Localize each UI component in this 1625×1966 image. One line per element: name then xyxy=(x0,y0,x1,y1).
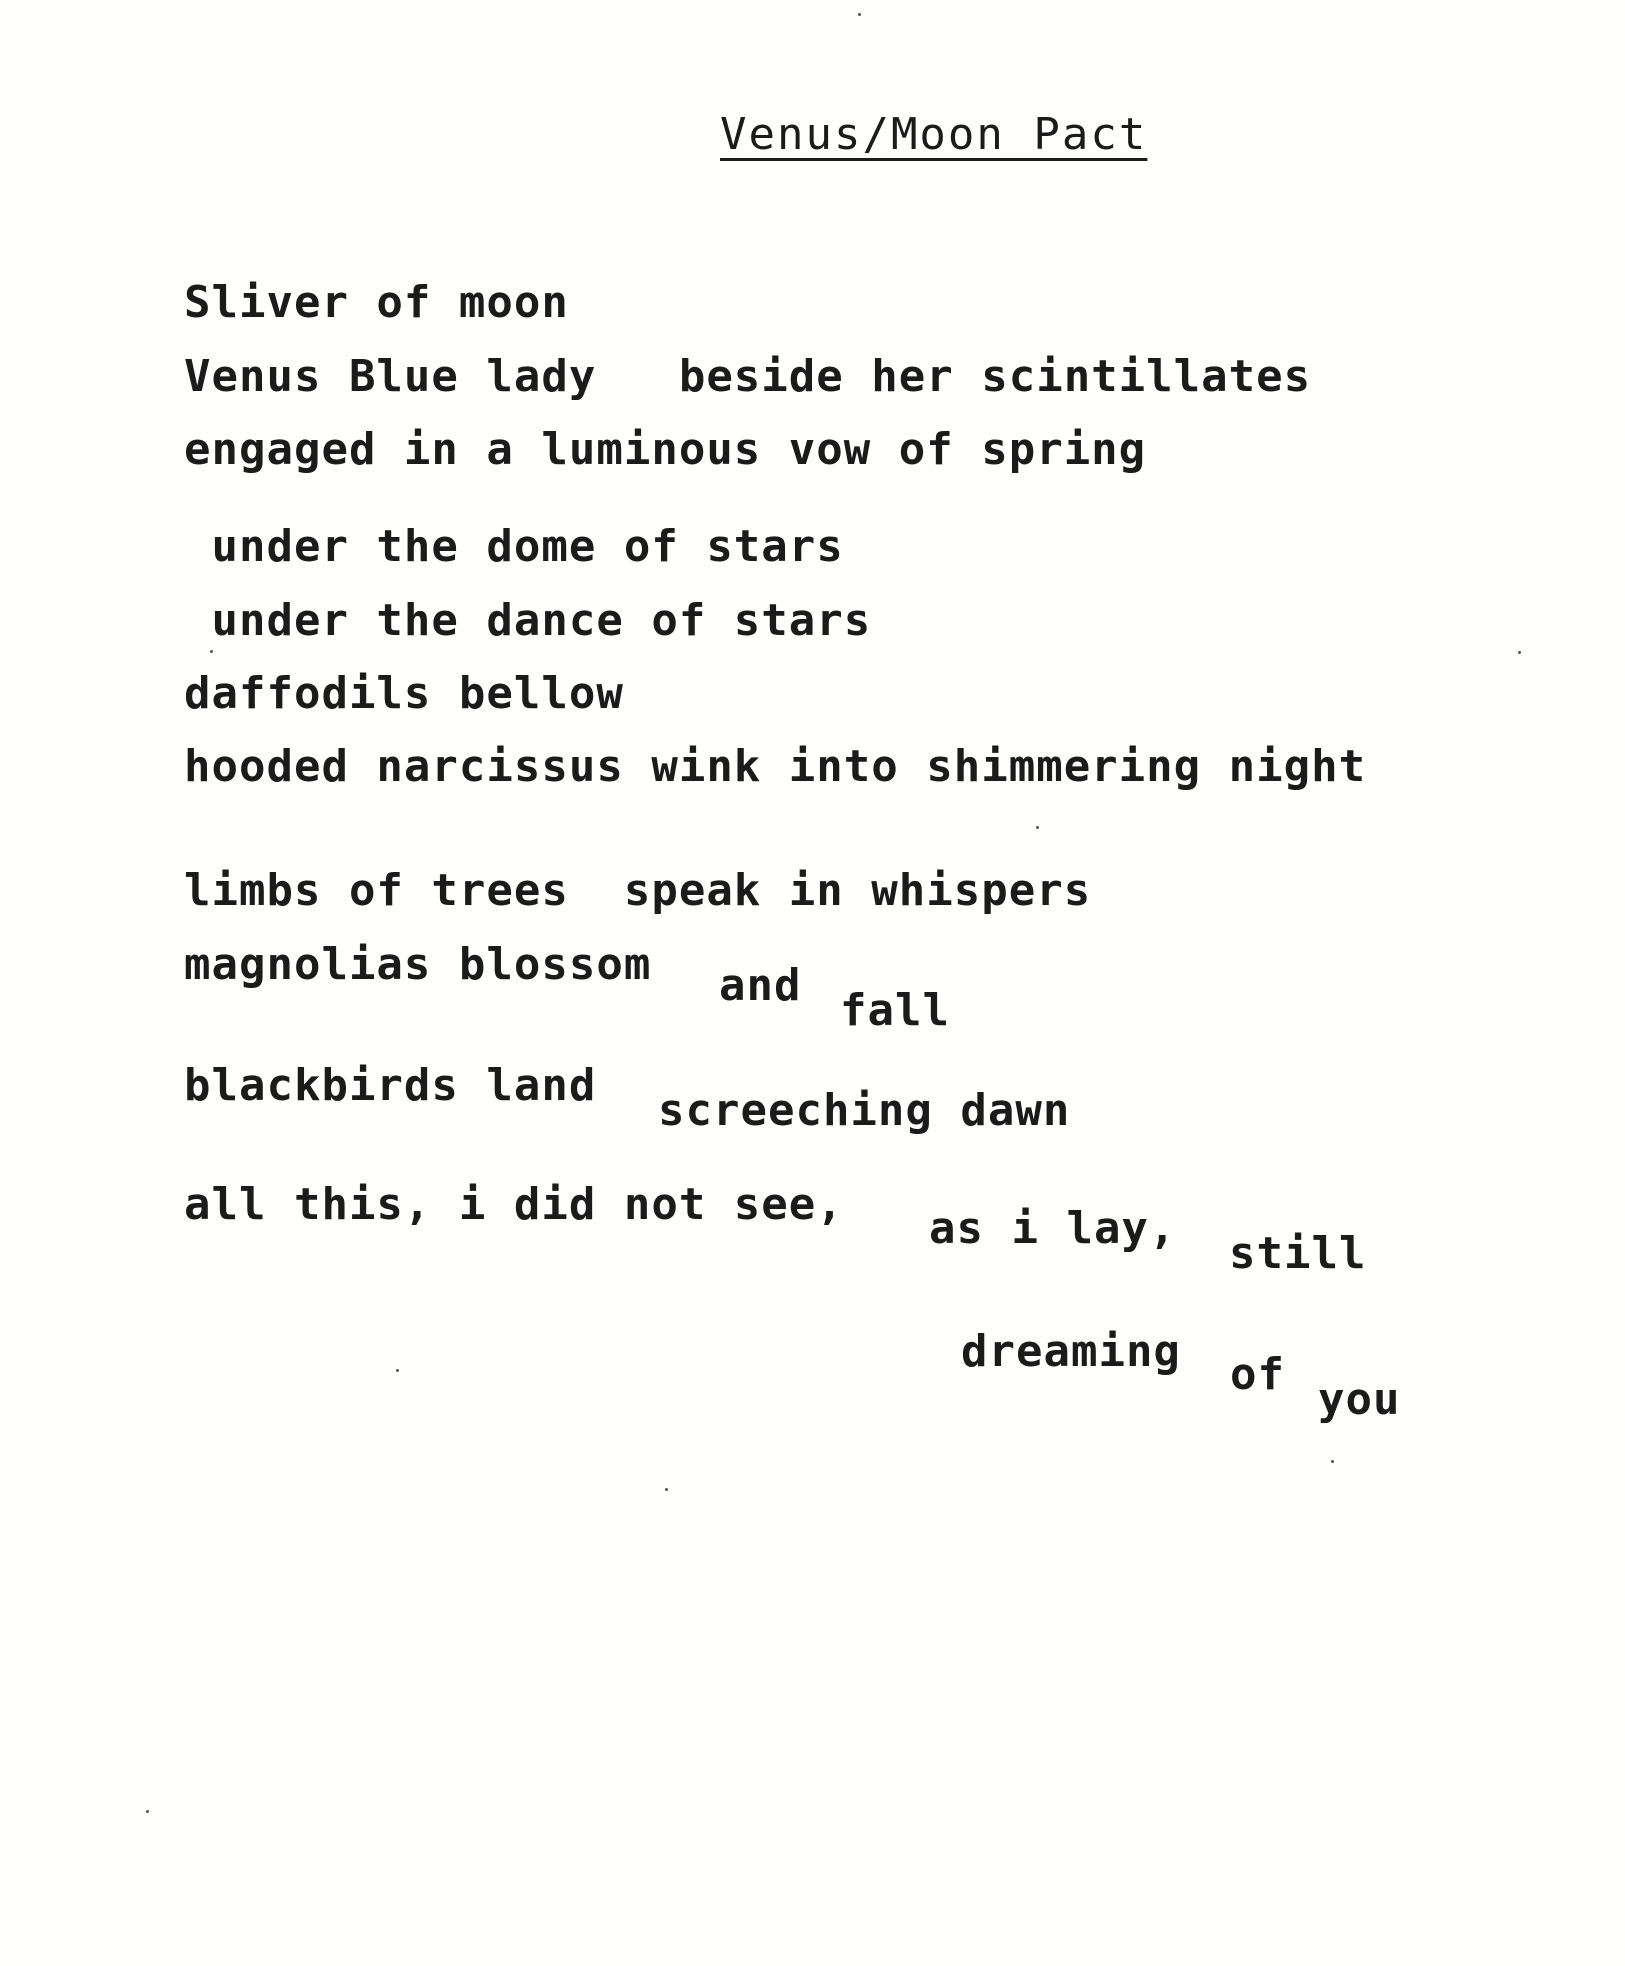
poem-line-5: under the dance of stars xyxy=(184,595,872,646)
poem-line-4: under the dome of stars xyxy=(184,521,844,572)
poem-line-6: daffodils bellow xyxy=(184,668,624,719)
poem-line-10a: blackbirds land xyxy=(184,1060,597,1111)
poem-line-12c: you xyxy=(1318,1374,1401,1425)
paper-speck xyxy=(396,1369,399,1372)
poem-line-9c: fall xyxy=(840,985,950,1036)
poem-line-11b: as i lay, xyxy=(929,1203,1177,1254)
poem-line-11a: all this, i did not see, xyxy=(184,1179,844,1230)
poem-line-7: hooded narcissus wink into shimmering night xyxy=(184,741,1367,792)
poem-line-2: Venus Blue lady beside her scintillates xyxy=(184,351,1312,402)
poem-line-12a: dreaming xyxy=(961,1326,1181,1377)
poem-line-1: Sliver of moon xyxy=(184,277,569,328)
poem-title: Venus/Moon Pact xyxy=(720,109,1148,160)
poem-line-12b: of xyxy=(1230,1349,1285,1400)
paper-speck xyxy=(210,650,213,653)
paper-speck xyxy=(1036,826,1039,829)
paper-speck xyxy=(665,1488,668,1491)
poem-line-9b: and xyxy=(719,960,802,1011)
paper-speck xyxy=(146,1810,149,1813)
poem-line-9a: magnolias blossom xyxy=(184,939,652,990)
paper-speck xyxy=(858,13,861,16)
paper-speck xyxy=(1331,1460,1334,1463)
poem-line-11c: still xyxy=(1229,1228,1367,1279)
poem-line-10b: screeching dawn xyxy=(658,1085,1071,1136)
paper-speck xyxy=(1518,651,1521,654)
poem-line-8: limbs of trees speak in whispers xyxy=(184,865,1092,916)
poem-line-3: engaged in a luminous vow of spring xyxy=(184,424,1147,475)
